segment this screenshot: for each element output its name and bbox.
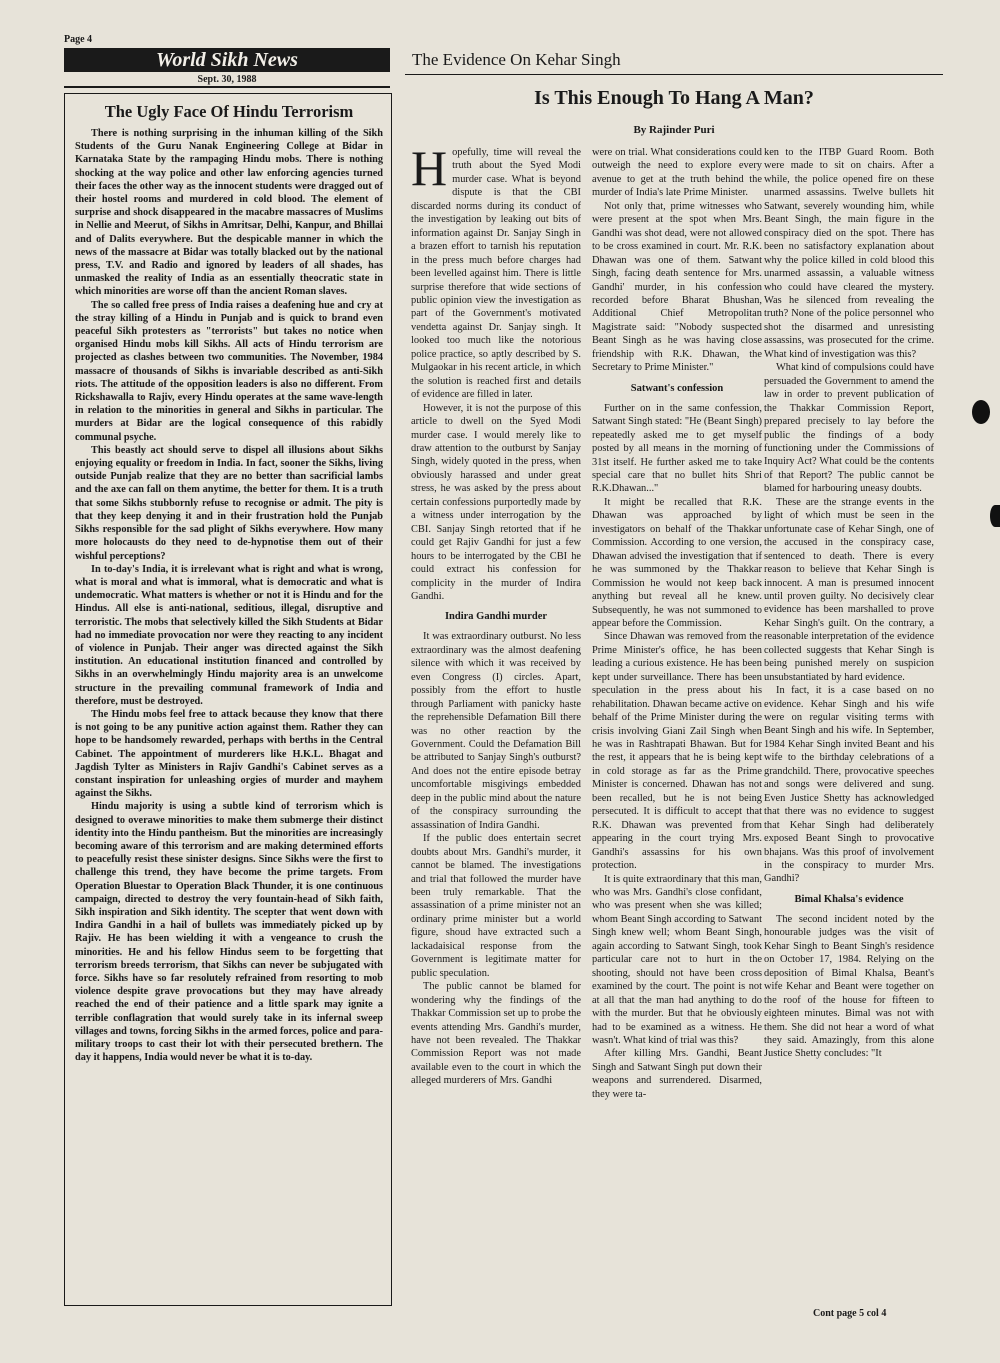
article-paragraph: The public cannot be blamed for wondering why the findings of the Thakkar Commission set up to probe the events attending Mrs. Gandhi's murder, have not been revealed. The Thakkar Commission Report was not made available even to the court in which the alleged murderers of Mrs. Gandhi bbox=[411, 981, 581, 1087]
article-byline: By Rajinder Puri bbox=[633, 124, 715, 136]
editorial-paragraph: There is nothing surprising in the inhuman killing of the Sikh Students of the Guru Nanak Engineering College at Bidar in Karnataka State by the rampaging Hindu mobs. There is nothing shocking at the way police and other law enforcing agencies turned their faces the other way as the innocent students were dragged out of their hostel rooms and murdered in cold blood. The element of surprise and shock disappeared in the macabre massacres of Muslims in Nellie and Meerut, of Sikhs in Amritsar, Delhi, Kanpur, and Bhillai and of Dalits everywhere. But the despicable manner in which the news of the massacre at Bidar was totally blacked out by the national press, T.V. and Radio and ignored by leaders of all shades, has unmasked the reality of India as an essentially theocratic state in which minorities are worse off than the ancient Roman slaves. bbox=[75, 128, 383, 298]
section-rule bbox=[405, 74, 943, 75]
editorial-title: The Ugly Face Of Hindu Terrorism bbox=[104, 102, 354, 121]
masthead-rule bbox=[64, 86, 390, 88]
editorial-body bbox=[75, 127, 383, 1064]
article-paragraph: What kind of compulsions could have persuaded the Government to amend the law in order to prevent publication of the Thakkar Commission Report, prepared precisely to lay before the public the findings of a body functioning under the Commissions of Inquiry Act? What could be the contents of that Report? The public cannot be blamed for harbouring uneasy doubts. bbox=[764, 362, 934, 495]
article-paragraph: However, it is not the purpose of this article to dwell on the Syed Modi murder case. I would merely like to draw attention to the outburst by Sanjay Singh, widely quoted in the press, when obviously harassed and under great stress, he was asked by the press about certain confessions purportedly made by a witness under interrogation by the CBI. Sanjay Singh retorted that if he could get Rajiv Gandhi for just a few hours to be interrogated by the CBI he could extract his confession for complicity in the murder of Indira Gandhi. bbox=[411, 402, 581, 602]
article-headline: Is This Enough To Hang A Man? bbox=[534, 87, 814, 109]
article-lead-text: opefully, time will reveal the truth about the Syed Modi murder case. What is beyond dispute is that the CBI discarded norms during its conduct of the investigation by leaking out bits of information against Dr. Sanjay Singh in a brazen effort to tarnish his reputation in the press much before charges had been levelled against him. There is little surprise therefore that wide sections of public opinion view the investigation as part of the Government's motivated vendetta against Dr. Sanjay singh. It looked too much like the notorious police practice, so aptly described by S. Mulgaokar in his recent article, in which the solution is reached first and details of evidence are filled in later. bbox=[411, 147, 581, 401]
article-paragraph: The second incident noted by the honourable judges was the visit of Kehar Singh to Beant Singh's residence on October 17, 1984. Relying on the deposition of Bimal Khalsa, Beant's wife Kehar and Beant were together on the roof of the house for fifteen to eighteen minutes. Bimal was not with them. She did not hear a word of what they said. Amazingly, from this alone Justice Shetty concludes: "It bbox=[764, 913, 934, 1060]
article-paragraph: Since Dhawan was removed from the Prime Minister's office, he has been leading a curious existence. He has been kept under surveillance. There has been speculation in the press about his rehabilitation. Dhawan became active on behalf of the Prime Minister during the crisis involving Giani Zail Singh when he was in Rashtrapati Bhawan. But for the rest, it appears that he is being kept in cold storage as far as the Prime Minister is concerned. Dhawan has not been recalled, but he is not being persecuted. It is difficult to accept that R.K. Dhawan was prevented from appearing in the court trying Mrs. Gandhi's assassins for his own protection. bbox=[592, 631, 762, 872]
page-number: Page 4 bbox=[64, 34, 93, 45]
masthead-title: World Sikh News bbox=[64, 48, 390, 72]
editorial-paragraph: The so called free press of India raises a deafening hue and cry at the stray killing of a Hindu in Punjab and is quick to brand even peaceful Sikh protesters as "terrorists" but takes no notice when organised Hindu mobs kill Sikhs. All acts of Hindu terrorism are projected as clashes between two communities. The November, 1984 massacre of thousands of Sikhs is invariable described as anti-Sikh riots. The attitude of the opposition leaders is also no different. From Rickshawalla to Rajiv, every Hindu operates at the same wave-length in relation to the minorities in general and Sikhs in particular. The murders at Bidar are the logical consequence of this rabidly communal psyche. bbox=[75, 299, 383, 443]
article-subheading: Indira Gandhi murder bbox=[444, 611, 548, 623]
article-column-3 bbox=[764, 146, 934, 1061]
masthead-date: Sept. 30, 1988 bbox=[197, 74, 257, 85]
article-paragraph: If the public does entertain secret doubts about Mrs. Gandhi's murder, it cannot be blamed. The investigations and trial that followed the murder have been truly remarkable. That the assassination of a prime minister not an ordinary prime minister but a world figure, shoud have extracted such a lackadaisical response from the Government is legitimate matter for public speculation. bbox=[411, 833, 581, 979]
article-subheading: Bimal Khalsa's evidence bbox=[794, 893, 904, 905]
article-paragraph: After killing Mrs. Gandhi, Beant Singh and Satwant Singh put down their weapons and surrendered. Disarmed, they were ta- bbox=[592, 1048, 762, 1100]
editorial-paragraph: The Hindu mobs feel free to attack because they know that there is not going to be any punitive action against them. Rather they can hope to be handsomely rewarded, perhaps with berths in the Central Cabinet. The appointment of murderers like H.K.L. Bhagat and Jagdish Tylter as Ministers in Rajiv Gandhi's Cabinet serves as a constant inspiration for unleashing orgies of murder and mayhem against the Sikhs. bbox=[75, 708, 383, 800]
editorial-paragraph: Hindu majority is using a subtle kind of terrorism which is designed to overawe minorities to make them submerge their distinct identity into the Hindu pantheism. But the minorities are increasingly becoming aware of this terrorism and are making determined efforts to peacefully resist these sinister designs. Since Sikhs were the first to challenge this trend, they have become the prime targets. From Operation Bluestar to Operation Black Thunder, it is one continuous campaign, directed to destroy the very fountain-head of Sikh faith, Sikh inspiration and Sikh identity. The scepter that went down with Indira Gandhi in a hail of bullets was immediately picked up by Rajiv. He has been wielding it with a vengeance to crush the minorities. He and his fellow Hindus seem to be forgetting that terrorism breeds terrorism, that Sikhs can never be subjugated with force. Sikhs have so far resolutely refrained from resorting to mob violence despite grave provocations but they may have already reached the end of their patience and a little spark may ignite a terrible conflagration that would surely take in its infernal sweep villages and towns, forcing Sikhs in the armed forces, police and para-military troops to cast their lot with their persecuted brethern. The day it happens, India would never be what it is to-day. bbox=[75, 801, 383, 1064]
article-paragraph: In fact, it is a case based on no evidence. Kehar Singh and his wife were on regular visiting terms with Beant Singh and his wife. In September, 1984 Kehar Singh invited Beant and his wife to the birthday celebrations of a grandchild. There, provocative speeches and songs were delivered and sung. Even Justice Shetty has acknowledged that there was no evidence to suggest that Kehar Singh had deliberately exposed Beant Singh to provocative bhajans. Was this proof of involvement in the conspiracy to murder Mrs. Gandhi? bbox=[764, 685, 934, 885]
article-paragraph: Not only that, prime witnesses who were present at the spot when Mrs. Gandhi was shot dead, were not allowed to be cross examined in court. Mr. R.K. Dhawan was one of them. Satwant Singh, facing death sentence for Mrs. Gandhi' murder, in his confession recorded before Bharat Bhushan, Additional Chief Metropolitan Magistrate said: "Nobody suspected Beant Singh as he was having close friendship with R.K. Dhawan, the Secretary to Prime Minister." bbox=[592, 200, 762, 374]
article-paragraph: It was extraordinary outburst. No less extraordinary was the almost deafening silence with which it was received by even Congress (I) circles. Apart, possibly from the effort to hustle through Parliament with panicky haste the reprehensible Defamation Bill there was no other reaction by the Government. Could the Defamation Bill be attributed to Sanjay Singh's outburst? And does not the entire episode betray uncomfortable misgivings embedded deep in the public mind about the nature of the conspiracy surrounding the assassination of Indira Gandhi. bbox=[411, 631, 581, 831]
section-heading: The Evidence On Kehar Singh bbox=[412, 50, 621, 69]
article-column-1 bbox=[411, 140, 581, 1088]
article-paragraph bbox=[411, 140, 581, 402]
article-paragraph: It might be recalled that R.K. Dhawan was approached by investigators on behalf of the Thakkar Commission. According to one version, Dhawan advised the investigation that if he was summoned by the Thakkar Commission he would not keep back anything but reveal all he knew. Subsequently, he was not summoned to appear before the Commission. bbox=[592, 496, 762, 629]
editorial-paragraph: In to-day's India, it is irrelevant what is right and what is wrong, what is moral and what is immoral, what is democratic and what is undemocratic. What matters is whether or not it is Hindu and for the Hindus. All else is anti-national, seditious, illegal, disruptive and terroristic. The mobs that selectively killed the Sikh Students at Bidar had no immediate provocation nor were they reacting to any incident of violence in Punjab. Their anger was directed against the Sikh institution. An educational institution financed and controlled by Sikhs in an overwhelmingly Hindu majority area is an unwelcome structure in the prevailing communal framework of India and therefore, must be destroyed. bbox=[75, 563, 383, 707]
editorial-paragraph: This beastly act should serve to dispel all illusions about Sikhs enjoying equality or freedom in India. In fact, sooner the Sikhs, living outside Punjab realize that they are no better than sacrificial lambs and the axe can fall on them anytime, the better for them. It is a truth that some Sikhs stubbornly refuse to recognise or admit. The pity is that they keep denying it and in their frustration hold the Punjab Sikhs responsible for the sad plight of Sikhs everywhere. How many more holocausts do they need to de-hypnotise them out of their wishful perceptions? bbox=[75, 444, 383, 562]
editorial-box bbox=[64, 93, 392, 1306]
punch-hole bbox=[972, 400, 990, 424]
drop-cap: H bbox=[411, 140, 448, 196]
punch-hole bbox=[990, 505, 1000, 527]
article-paragraph: were on trial. What considerations could outweigh the need to explore every avenue to get at the truth behind the murder of India's late Prime Minister. bbox=[592, 147, 762, 199]
article-paragraph: ken to the ITBP Guard Room. Both were made to sit on chairs. After a while, the police opened fire on these unarmed assassins. Twelve bullets hit Satwant, severely wounding him, while Beant Singh, the main figure in the conspiracy died on the spot. There has been no satisfactory explanation about why the police killed in cold blood this unarmed assassin, a valuable witness who could have cleared the mystery. Was he silenced from revealing the truth? None of the police personnel who shot the disarmed and unresisting assassins, was prosecuted for the crime. What kind of investigation was this? bbox=[764, 147, 934, 360]
article-column-2 bbox=[592, 146, 762, 1101]
article-paragraph: These are the strange events in the light of which must be seen in the unfortunate case of Kehar Singh, one of the accused in the conspiracy case, sentenced to death. There is every reason to believe that Kehar Singh is innocent. A man is presumed innocent until proven guilty. No decisively clear evidence has been marshalled to prove Kehar Singh's guilt. On the contrary, a reasonable interpretation of the evidence collected suggests that Kehar Singh is being punished merely on suspicion unsubstantiated by hard evidence. bbox=[764, 496, 934, 683]
article-subheading: Satwant's confession bbox=[630, 382, 724, 394]
continued-note: Cont page 5 col 4 bbox=[813, 1308, 887, 1319]
article-paragraph: Further on in the same confession, Satwant Singh stated: "He (Beant Singh) repeatedly asked me to get myself posted by all means in the morning of 31st itself. He further asked me to take special care that no bullet hits Shri R.K.Dhawan..." bbox=[592, 402, 762, 495]
article-paragraph: It is quite extraordinary that this man, who was Mrs. Gandhi's close confidant, who was present when she was killed; whom Beant Singh according to Satwant Singh knew well; whom Beant Singh, again according to Satwant Singh, took particular care not to hurt in the shooting, should not have been cross examined by the court. The point is not at all that the man had anything to do with the murder. But that he obviously had to be examined as a witness. He wasn't. What kind of trial was this? bbox=[592, 873, 762, 1046]
